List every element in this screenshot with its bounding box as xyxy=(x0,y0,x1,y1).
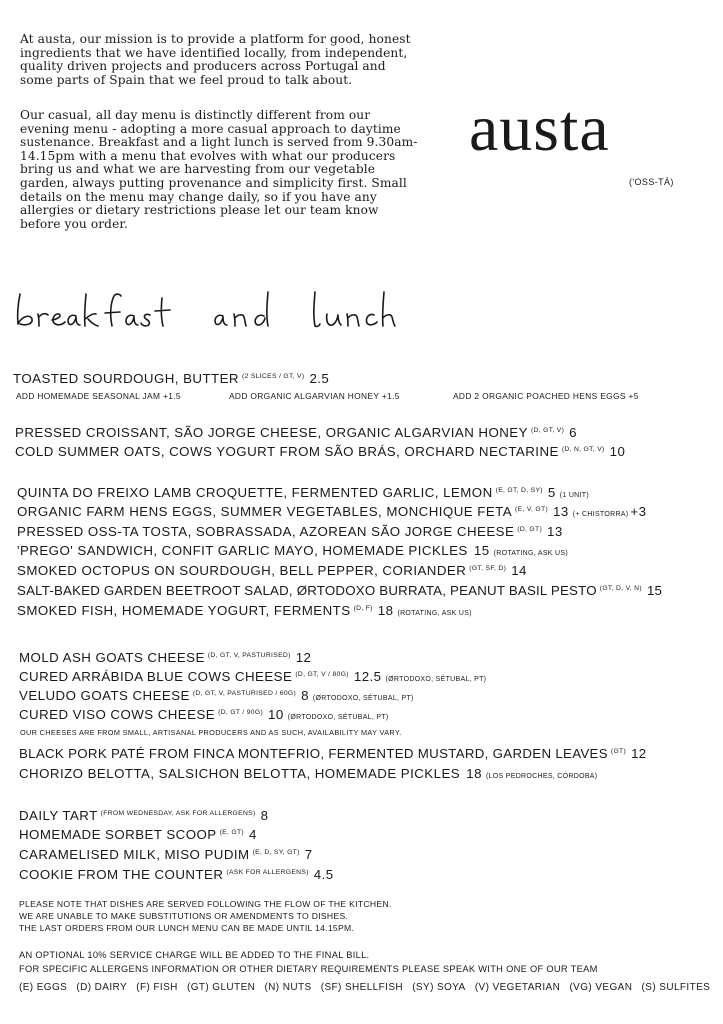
item-codes: (GT, SF, D) xyxy=(469,565,507,572)
service-notes xyxy=(19,949,598,976)
item-name: SMOKED OCTOPUS ON SOURDOUGH, BELL PEPPER, CORIANDER xyxy=(17,563,467,578)
item-codes: (D, GT / 90G) xyxy=(218,709,264,716)
item-name: MOLD ASH GOATS CHEESE xyxy=(19,650,205,665)
menu-item xyxy=(17,603,472,618)
menu-item xyxy=(17,504,646,519)
menu-item xyxy=(19,650,311,665)
item-price: 2.5 xyxy=(309,371,330,386)
addon-jam: ADD HOMEMADE SEASONAL JAM +1.5 xyxy=(16,391,181,401)
item-price: 13 xyxy=(547,524,563,539)
item-codes: (D, GT, V, PASTURISED / 60G) xyxy=(192,690,297,697)
section-title-script xyxy=(12,286,412,336)
item-name: SALT-BAKED GARDEN BEETROOT SALAD, ØRTODOXO BURRATA, PEANUT BASIL PESTO xyxy=(17,583,597,598)
menu-item xyxy=(15,444,625,459)
item-codes: (E, V, GT) xyxy=(515,506,549,513)
menu-item xyxy=(17,563,527,578)
legend-item: (S) SULFITES xyxy=(641,982,711,993)
item-price: 15 xyxy=(473,543,490,558)
item-name: ORGANIC FARM HENS EGGS, SUMMER VEGETABLES, MONCHIQUE FETA xyxy=(17,504,513,519)
addon-eggs: ADD 2 ORGANIC POACHED HENS EGGS +5 xyxy=(453,391,639,401)
item-codes: (GT, D, V, N) xyxy=(599,585,642,592)
item-name: SMOKED FISH, HOMEMADE YOGURT, FERMENTS xyxy=(17,603,351,618)
kitchen-note: PLEASE NOTE THAT DISHES ARE SERVED FOLLOWING THE FLOW OF THE KITCHEN. xyxy=(19,899,392,909)
menu-item-toasted-sourdough xyxy=(13,371,329,386)
item-name: COOKIE FROM THE COUNTER xyxy=(19,867,224,882)
menu-item xyxy=(19,867,334,882)
intro-menu-description: Our casual, all day menu is distinctly different from our evening menu - adopting a more casual approach to daytime sustenance. Breakfast and a light lunch is served from 9.30am- 14.15pm with a menu that evolves with what our producers bring us and what we are harvesting from our vegetable garden, always putting provenance and simplicity first. Small details on the menu may change daily, so if you have any allergies or dietary restrictions please let our team know before you order. xyxy=(20,108,418,231)
item-price: 13 xyxy=(553,504,569,519)
menu-item xyxy=(19,707,389,722)
item-codes: (D, GT, V) xyxy=(530,427,565,434)
item-note: (ROTATING, ASK US) xyxy=(397,610,472,617)
item-name: PRESSED OSS-TA TOSTA, SOBRASSADA, AZOREAN SÃO JORGE CHEESE xyxy=(17,524,515,539)
item-note: (ØRTODOXO, SÉTUBAL, PT) xyxy=(385,676,487,683)
menu-item xyxy=(17,524,563,539)
item-codes: (E, GT, D, SY) xyxy=(495,487,543,494)
legend-item: (SY) SOYA xyxy=(412,982,466,993)
menu-item xyxy=(17,583,662,598)
cheese-availability-note: OUR CHEESES ARE FROM SMALL, ARTISANAL PRODUCERS AND AS SUCH, AVAILABILITY MAY VARY. xyxy=(20,728,402,737)
allergen-legend xyxy=(19,982,716,993)
item-price: 5 xyxy=(547,485,556,500)
item-codes: (D, GT) xyxy=(517,526,543,533)
item-price: 12.5 xyxy=(353,669,382,684)
kitchen-note: WE ARE UNABLE TO MAKE SUBSTITUTIONS OR AMENDMENTS TO DISHES. xyxy=(19,911,349,921)
service-note: FOR SPECIFIC ALLERGENS INFORMATION OR OTHER DIETARY REQUIREMENTS PLEASE SPEAK WITH ONE OF OUR TEAM xyxy=(19,963,598,974)
item-name: COLD SUMMER OATS, COWS YOGURT FROM SÃO BRÁS, ORCHARD NECTARINE xyxy=(15,444,559,459)
menu-item xyxy=(19,808,268,823)
item-name: HOMEMADE SORBET SCOOP xyxy=(19,827,217,842)
item-name: TOASTED SOURDOUGH, BUTTER xyxy=(13,371,239,386)
legend-item: (GT) GLUTEN xyxy=(186,982,256,993)
item-price: 4 xyxy=(249,827,257,842)
item-name: 'PREGO' SANDWICH, CONFIT GARLIC MAYO, HOMEMADE PICKLES xyxy=(17,543,468,558)
item-name: CURED ARRÁBIDA BLUE COWS CHEESE xyxy=(19,669,293,684)
item-codes: (D, N, GT, V) xyxy=(561,446,605,453)
item-name: QUINTA DO FREIXO LAMB CROQUETTE, FERMENTED GARLIC, LEMON xyxy=(17,485,493,500)
item-price: 18 xyxy=(466,766,482,781)
item-codes: (E, D, SY, GT) xyxy=(252,849,300,856)
menu-item xyxy=(19,688,414,703)
item-codes: (2 SLICES / GT, V) xyxy=(242,373,305,380)
item-price: 10 xyxy=(609,444,626,459)
item-price: 10 xyxy=(268,707,284,722)
item-price: 6 xyxy=(569,425,578,440)
item-extra-price: +3 xyxy=(630,504,647,519)
legend-item: (F) FISH xyxy=(136,982,178,993)
item-note: (1 UNIT) xyxy=(559,492,589,499)
item-name: BLACK PORK PATÉ FROM FINCA MONTEFRIO, FERMENTED MUSTARD, GARDEN LEAVES xyxy=(19,746,608,761)
item-codes: (FROM WEDNESDAY, ASK FOR ALLERGENS) xyxy=(100,810,256,817)
menu-item xyxy=(19,766,597,781)
item-price: 18 xyxy=(377,603,394,618)
kitchen-note: THE LAST ORDERS FROM OUR LUNCH MENU CAN BE MADE UNTIL 14.15PM. xyxy=(19,923,355,933)
item-note: (+ CHISTORRA) xyxy=(572,511,629,518)
item-codes: (D, GT, V / 80G) xyxy=(295,671,349,678)
item-name: CHORIZO BELOTTA, SALSICHON BELOTTA, HOMEMADE PICKLES xyxy=(19,766,461,781)
legend-item: (SF) SHELLFISH xyxy=(320,982,404,993)
item-name: VELUDO GOATS CHEESE xyxy=(19,688,190,703)
legend-item: (VG) VEGAN xyxy=(569,982,633,993)
item-price: 4.5 xyxy=(313,867,334,882)
addon-honey: ADD ORGANIC ALGARVIAN HONEY +1.5 xyxy=(229,391,400,401)
menu-item xyxy=(17,485,589,500)
item-codes: (ASK FOR ALLERGENS) xyxy=(226,869,309,876)
menu-item xyxy=(17,543,568,558)
item-note: (ØRTODOXO, SÉTUBAL, PT) xyxy=(312,695,414,702)
item-price: 8 xyxy=(301,688,309,703)
legend-item: (D) DAIRY xyxy=(76,982,128,993)
item-name: CURED VISO COWS CHEESE xyxy=(19,707,216,722)
legend-item: (N) NUTS xyxy=(264,982,312,993)
item-price: 15 xyxy=(646,583,663,598)
menu-item xyxy=(19,827,257,842)
item-codes: (D, F) xyxy=(353,605,373,612)
item-note: (ØRTODOXO, SÉTUBAL, PT) xyxy=(287,714,389,721)
item-note: (LOS PEDROCHES, CÓRDOBA) xyxy=(485,773,598,780)
menu-item xyxy=(19,746,646,761)
item-price: 12 xyxy=(631,746,647,761)
menu-item xyxy=(19,669,486,684)
item-price: 14 xyxy=(511,563,527,578)
logo-pronunciation: ('OSS-TÁ) xyxy=(629,177,674,187)
menu-item xyxy=(15,425,577,440)
legend-item: (E) EGGS xyxy=(19,982,68,993)
item-codes: (GT) xyxy=(610,748,627,755)
item-name: CARAMELISED MILK, MISO PUDIM xyxy=(19,847,250,862)
legend-item: (V) VEGETARIAN xyxy=(474,982,561,993)
kitchen-notes xyxy=(19,898,392,934)
intro-mission: At austa, our mission is to provide a platform for good, honest ingredients that we have identified locally, from independent, quality driven projects and producers across Portugal and some parts of Spain that we feel proud to talk about. xyxy=(20,32,411,87)
item-price: 7 xyxy=(304,847,313,862)
item-name: DAILY TART xyxy=(19,808,98,823)
item-price: 12 xyxy=(295,650,312,665)
item-name: PRESSED CROISSANT, SÃO JORGE CHEESE, ORGANIC ALGARVIAN HONEY xyxy=(15,425,528,440)
item-price: 8 xyxy=(260,808,269,823)
menu-item xyxy=(19,847,313,862)
item-note: (ROTATING, ASK US) xyxy=(493,550,568,557)
item-codes: (D, GT, V, PASTURISED) xyxy=(207,652,291,659)
service-note: AN OPTIONAL 10% SERVICE CHARGE WILL BE ADDED TO THE FINAL BILL. xyxy=(19,950,370,960)
item-codes: (E, GT) xyxy=(219,829,244,836)
logo-wordmark: austa xyxy=(469,92,610,165)
